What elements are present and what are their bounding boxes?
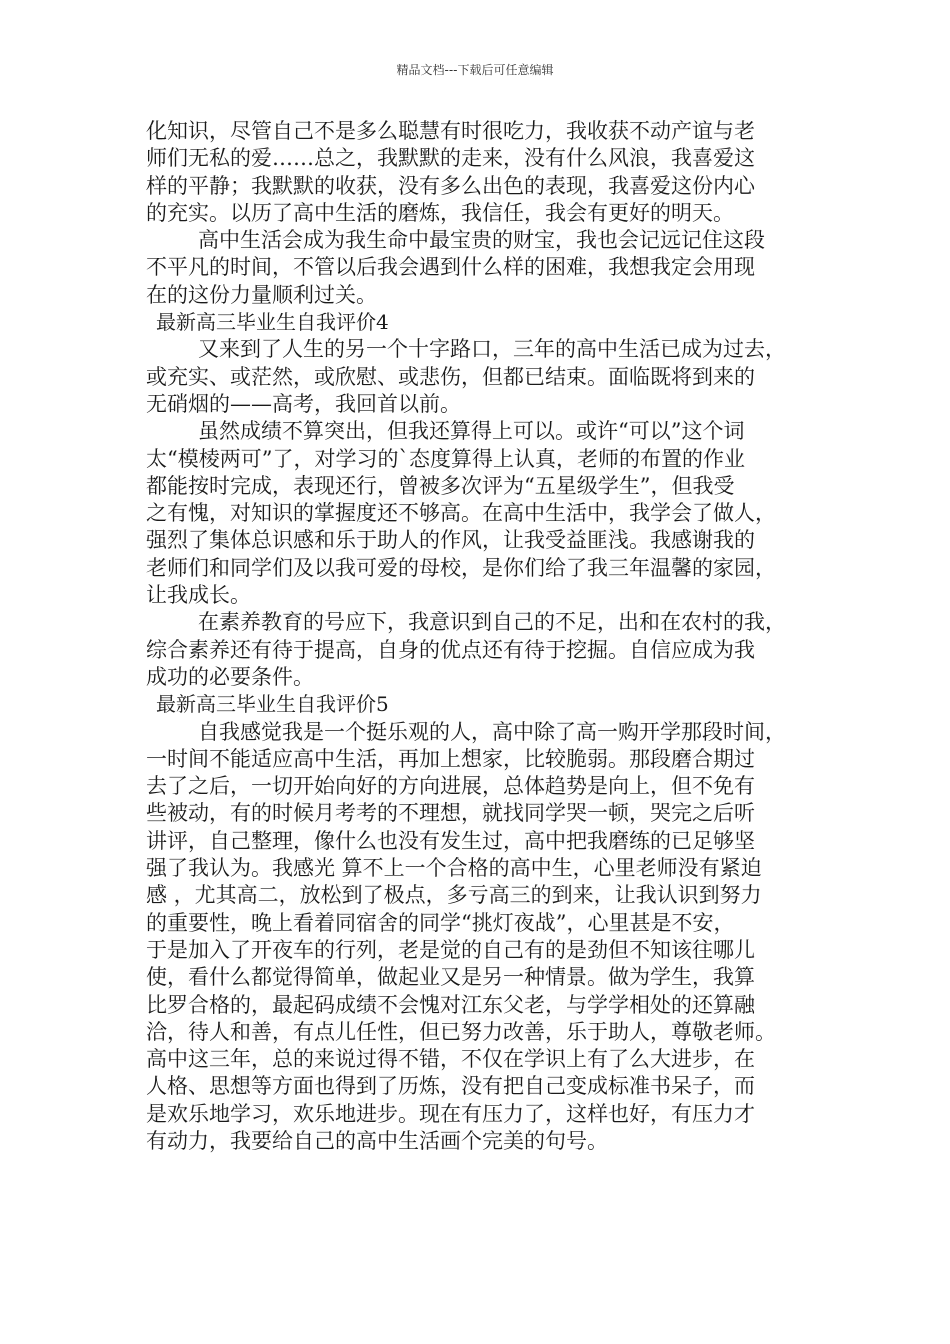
text-line: 无硝烟的——高考，我回首以前。	[146, 391, 461, 416]
text-line: 在素养教育的号应下，我意识到自己的不足，出和在农村的我，	[198, 610, 786, 635]
text-line: 样的平静；我默默的收获，没有多么出色的表现，我喜爱这份内心	[146, 173, 755, 198]
text-line: 感 ，尤其高二，放松到了极点，多亏高三的到来，让我认识到努力	[146, 883, 762, 908]
text-line: 去了之后，一切开始向好的方向进展，总体趋势是向上，但不免有	[146, 774, 755, 799]
text-line: 师们无私的爱……总之，我默默的走来，没有什么风浪，我喜爱这	[146, 146, 755, 171]
text-line: 有动力，我要给自己的高中生活画个完美的句号。	[146, 1128, 608, 1153]
text-line: 成功的必要条件。	[146, 664, 314, 689]
text-line: 不平凡的时间，不管以后我会遇到什么样的困难，我想我定会用现	[146, 255, 755, 280]
text-line: 讲评，自己整理，像什么也没有发生过，高中把我磨练的已足够坚	[146, 828, 755, 853]
text-line: 太“模棱两可”了，对学习的`态度算得上认真，老师的布置的作业	[146, 446, 745, 471]
text-line: 虽然成绩不算突出，但我还算得上可以。或许“可以”这个词	[198, 419, 745, 444]
text-line: 的充实。以历了高中生活的磨炼，我信任，我会有更好的明天。	[146, 200, 734, 225]
text-line: 在的这份力量顺利过关。	[146, 282, 377, 307]
text-line: 的重要性，晚上看着同宿舍的同学“挑灯夜战”，心里甚是不安，	[146, 910, 735, 935]
text-line: 一时间不能适应高中生活，再加上想家，比较脆弱。那段磨合期过	[146, 746, 755, 771]
text-line: 自我感觉我是一个挺乐观的人，高中除了高一购开学那段时间，	[198, 719, 786, 744]
text-line: 都能按时完成，表现还行，曾被多次评为“五星级学生”，但我受	[146, 473, 735, 498]
text-line: 综合素养还有待于提高，自身的优点还有待于挖掘。自信应成为我	[146, 637, 755, 662]
text-line: 又来到了人生的另一个十字路口，三年的高中生活已成为过去，	[198, 337, 786, 362]
text-line: 些被动，有的时候月考考的不理想，就找同学哭一顿，哭完之后听	[146, 801, 755, 826]
text-line: 人格、思想等方面也得到了历炼，没有把自己变成标准书呆子，而	[146, 1074, 755, 1099]
text-line: 比罗合格的，最起码成绩不会愧对江东父老，与学学相处的还算融	[146, 992, 755, 1017]
document-body	[146, 118, 826, 1155]
text-line: 化知识，尽管自己不是多么聪慧有时很吃力，我收获不动产谊与老	[146, 119, 755, 143]
page-header: 精品文档---下载后可任意编辑	[396, 63, 554, 77]
text-line: 或充实、或茫然，或欣慰、或悲伤，但都已结束。面临既将到来的	[146, 364, 755, 389]
text-line: 之有愧，对知识的掌握度还不够高。在高中生活中，我学会了做人，	[146, 501, 776, 526]
text-line: 于是加入了开夜车的行列，老是觉的自己有的是劲但不知该往哪儿	[146, 937, 755, 962]
text-line: 高中这三年，总的来说过得不错，不仅在学识上有了么大进步，在	[146, 1047, 755, 1072]
section-heading: 最新高三毕业生自我评价5	[156, 692, 389, 717]
text-line: 老师们和同学们及以我可爱的母校，是你们给了我三年温馨的家园，	[146, 555, 776, 580]
text-line: 洽，待人和善，有点儿任性，但已努力改善，乐于助人，尊敬老师。	[146, 1019, 776, 1044]
text-line: 高中生活会成为我生命中最宝贵的财宝，我也会记远记住这段	[198, 228, 765, 253]
text-line: 是欢乐地学习，欢乐地进步。现在有压力了，这样也好，有压力才	[146, 1101, 755, 1126]
section-heading: 最新高三毕业生自我评价4	[156, 310, 389, 335]
text-line: 让我成长。	[146, 583, 251, 608]
text-line: 强烈了集体总识感和乐于助人的作风，让我受益匪浅。我感谢我的	[146, 528, 755, 553]
text-line: 使，看什么都觉得简单，做起业又是另一种情景。做为学生，我算	[146, 965, 755, 990]
text-line: 强了我认为。我感光 算不上一个合格的高中生，心里老师没有紧迫	[146, 856, 762, 881]
